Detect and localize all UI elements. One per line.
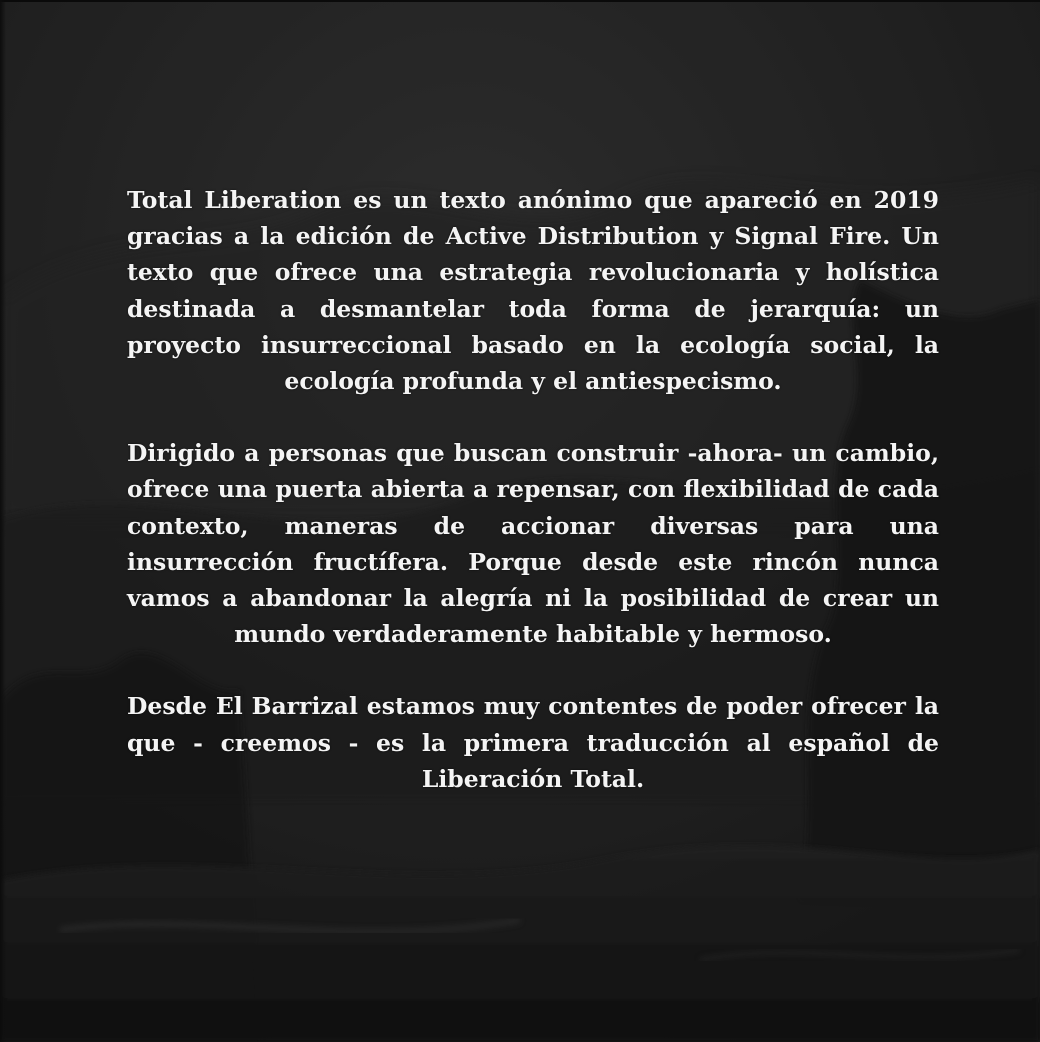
paragraph-2: Dirigido a personas que buscan construir -ahora- un cambio, ofrece una puerta abierta a repensar, con flexibilidad de cada contexto, maneras de accionar diversas para una insurrección fructífera. Porque desde este rincón nunca vamos a abandonar la alegría ni la posibilidad de crear un mundo verdaderamente habitable y hermoso. xyxy=(127,439,939,649)
top-border xyxy=(0,0,1040,2)
paragraph-3: Desde El Barrizal estamos muy contentes de poder ofrecer la que - creemos - es la primera traducción al español de Liberación Total. xyxy=(127,692,939,793)
left-border xyxy=(0,0,6,1042)
paragraph-1: Total Liberation es un texto anónimo que apareció en 2019 gracias a la edición de Active Distribution y Signal Fire. Un texto que ofrece una estrategia revolucionaria y holística destinada a desmantelar toda forma de jerarquía: un proyecto insurreccional basado en la ecología social, la ecología profunda y el antiespecismo. xyxy=(127,186,939,396)
text-content xyxy=(127,182,939,833)
